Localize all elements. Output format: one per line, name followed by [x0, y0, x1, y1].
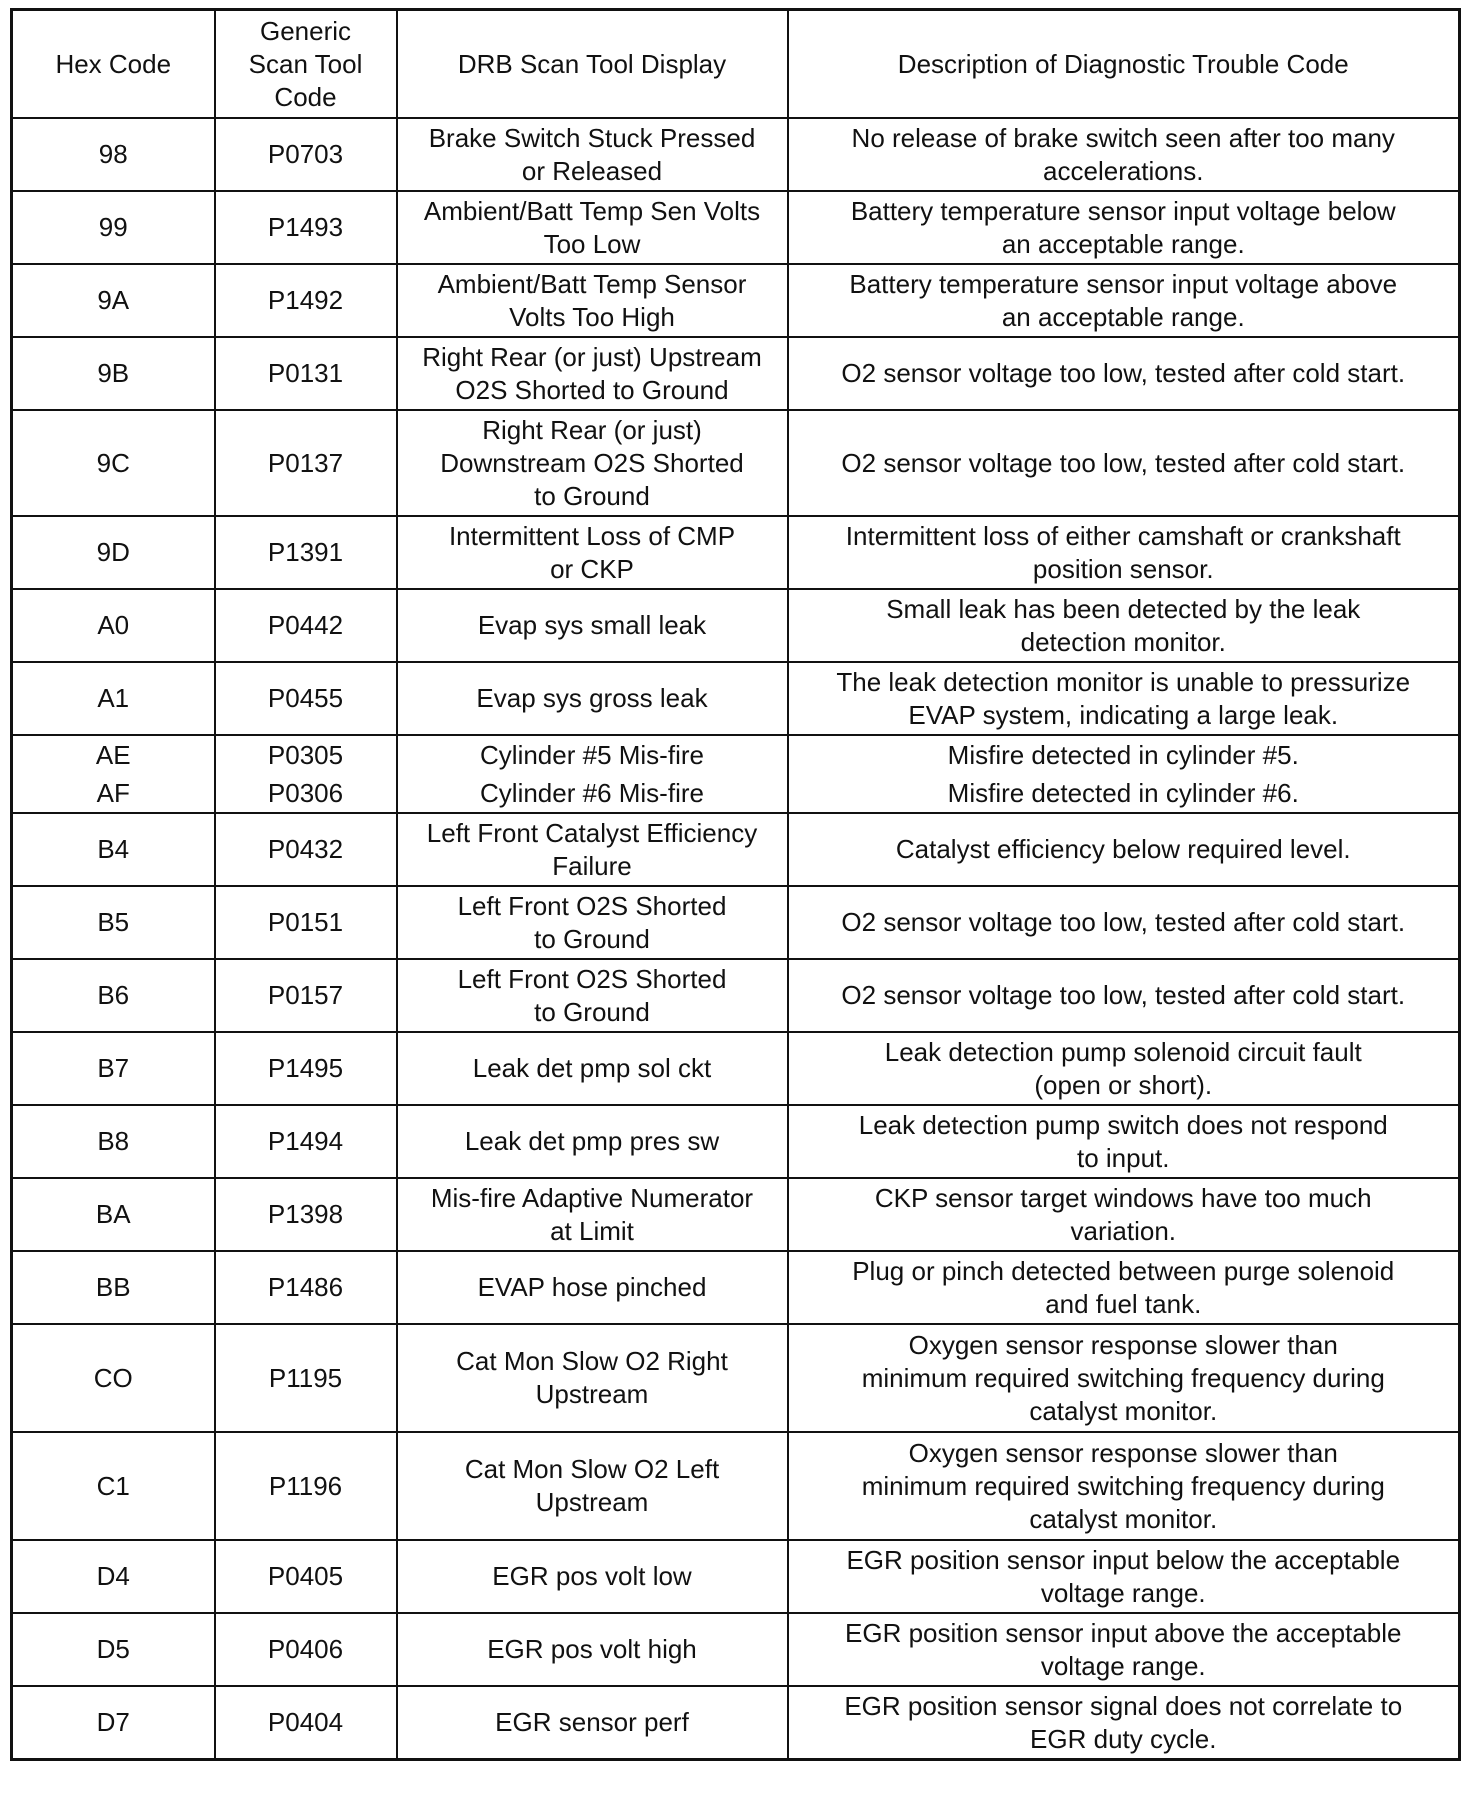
generic-code-cell: P0306 — [215, 774, 397, 813]
drb-display-cell: Ambient/Batt Temp Sensor Volts Too High — [397, 264, 788, 337]
generic-code-cell: P1493 — [215, 191, 397, 264]
table-row — [12, 813, 1460, 886]
table-row — [12, 662, 1460, 735]
generic-code-cell: P1494 — [215, 1105, 397, 1178]
generic-code-cell: P0151 — [215, 886, 397, 959]
hex-code-cell: 9B — [12, 337, 215, 410]
drb-display-cell: Cat Mon Slow O2 Left Upstream — [397, 1432, 788, 1540]
generic-code-cell: P1391 — [215, 516, 397, 589]
generic-code-cell: P0405 — [215, 1540, 397, 1613]
description-cell: Battery temperature sensor input voltage above an acceptable range. — [788, 264, 1460, 337]
drb-display-cell: Cylinder #6 Mis-fire — [397, 774, 788, 813]
drb-display-cell: Cat Mon Slow O2 Right Upstream — [397, 1324, 788, 1432]
drb-display-cell: EVAP hose pinched — [397, 1251, 788, 1324]
hex-code-cell: A1 — [12, 662, 215, 735]
hex-code-cell: B8 — [12, 1105, 215, 1178]
generic-code-cell: P0157 — [215, 959, 397, 1032]
description-cell: Plug or pinch detected between purge solenoid and fuel tank. — [788, 1251, 1460, 1324]
description-cell: O2 sensor voltage too low, tested after cold start. — [788, 959, 1460, 1032]
generic-code-cell: P0703 — [215, 118, 397, 191]
description-cell: No release of brake switch seen after too many accelerations. — [788, 118, 1460, 191]
table-row — [12, 774, 1460, 813]
description-cell: Leak detection pump switch does not respond to input. — [788, 1105, 1460, 1178]
table-row — [12, 337, 1460, 410]
drb-display-cell: Right Rear (or just) Upstream O2S Shorted to Ground — [397, 337, 788, 410]
header-description: Description of Diagnostic Trouble Code — [788, 10, 1460, 119]
description-cell: Battery temperature sensor input voltage below an acceptable range. — [788, 191, 1460, 264]
drb-display-cell: Left Front Catalyst Efficiency Failure — [397, 813, 788, 886]
drb-display-cell: Leak det pmp sol ckt — [397, 1032, 788, 1105]
drb-display-cell: EGR pos volt low — [397, 1540, 788, 1613]
generic-code-cell: P1486 — [215, 1251, 397, 1324]
description-cell: O2 sensor voltage too low, tested after cold start. — [788, 337, 1460, 410]
generic-code-cell: P1492 — [215, 264, 397, 337]
table-row — [12, 118, 1460, 191]
hex-code-cell: D5 — [12, 1613, 215, 1686]
table-row — [12, 1324, 1460, 1432]
description-cell: Misfire detected in cylinder #5. — [788, 735, 1460, 774]
table-row — [12, 1540, 1460, 1613]
drb-display-cell: Right Rear (or just) Downstream O2S Shorted to Ground — [397, 410, 788, 516]
hex-code-cell: 98 — [12, 118, 215, 191]
description-cell: EGR position sensor input below the acceptable voltage range. — [788, 1540, 1460, 1613]
description-cell: EGR position sensor signal does not correlate to EGR duty cycle. — [788, 1686, 1460, 1760]
hex-code-cell: C1 — [12, 1432, 215, 1540]
description-cell: Catalyst efficiency below required level. — [788, 813, 1460, 886]
hex-code-cell: B5 — [12, 886, 215, 959]
description-cell: The leak detection monitor is unable to pressurize EVAP system, indicating a large leak. — [788, 662, 1460, 735]
drb-display-cell: Mis-fire Adaptive Numerator at Limit — [397, 1178, 788, 1251]
hex-code-cell: BA — [12, 1178, 215, 1251]
table-row — [12, 410, 1460, 516]
description-cell: Intermittent loss of either camshaft or crankshaft position sensor. — [788, 516, 1460, 589]
hex-code-cell: 9D — [12, 516, 215, 589]
generic-code-cell: P0305 — [215, 735, 397, 774]
table-row — [12, 1686, 1460, 1760]
hex-code-cell: BB — [12, 1251, 215, 1324]
drb-display-cell: Intermittent Loss of CMP or CKP — [397, 516, 788, 589]
table-row — [12, 886, 1460, 959]
generic-code-cell: P0442 — [215, 589, 397, 662]
table-row — [12, 1105, 1460, 1178]
hex-code-cell: 9C — [12, 410, 215, 516]
table-row — [12, 1432, 1460, 1540]
description-cell: O2 sensor voltage too low, tested after cold start. — [788, 410, 1460, 516]
generic-code-cell: P0432 — [215, 813, 397, 886]
table-row — [12, 1251, 1460, 1324]
table-row — [12, 1178, 1460, 1251]
generic-code-cell: P1195 — [215, 1324, 397, 1432]
drb-display-cell: Evap sys gross leak — [397, 662, 788, 735]
generic-code-cell: P1495 — [215, 1032, 397, 1105]
header-generic-code: Generic Scan Tool Code — [215, 10, 397, 119]
table-row — [12, 589, 1460, 662]
description-cell: Oxygen sensor response slower than minimum required switching frequency during catalyst monitor. — [788, 1432, 1460, 1540]
table-row — [12, 735, 1460, 774]
generic-code-cell: P0131 — [215, 337, 397, 410]
hex-code-cell: A0 — [12, 589, 215, 662]
description-cell: Leak detection pump solenoid circuit fault (open or short). — [788, 1032, 1460, 1105]
generic-code-cell: P0404 — [215, 1686, 397, 1760]
table-row — [12, 191, 1460, 264]
drb-display-cell: Ambient/Batt Temp Sen Volts Too Low — [397, 191, 788, 264]
dtc-document — [10, 8, 1458, 1761]
table-row — [12, 959, 1460, 1032]
hex-code-cell: B4 — [12, 813, 215, 886]
generic-code-cell: P0137 — [215, 410, 397, 516]
generic-code-cell: P1196 — [215, 1432, 397, 1540]
table-row — [12, 264, 1460, 337]
generic-code-cell: P0455 — [215, 662, 397, 735]
header-drb-display: DRB Scan Tool Display — [397, 10, 788, 119]
table-row — [12, 516, 1460, 589]
description-cell: CKP sensor target windows have too much variation. — [788, 1178, 1460, 1251]
table-row — [12, 1613, 1460, 1686]
generic-code-cell: P1398 — [215, 1178, 397, 1251]
table-row — [12, 1032, 1460, 1105]
hex-code-cell: D7 — [12, 1686, 215, 1760]
hex-code-cell: B7 — [12, 1032, 215, 1105]
description-cell: Oxygen sensor response slower than minimum required switching frequency during catalyst monitor. — [788, 1324, 1460, 1432]
drb-display-cell: Leak det pmp pres sw — [397, 1105, 788, 1178]
hex-code-cell: AE — [12, 735, 215, 774]
hex-code-cell: D4 — [12, 1540, 215, 1613]
hex-code-cell: B6 — [12, 959, 215, 1032]
hex-code-cell: 9A — [12, 264, 215, 337]
drb-display-cell: Left Front O2S Shorted to Ground — [397, 886, 788, 959]
table-header-row — [12, 10, 1460, 119]
description-cell: Small leak has been detected by the leak detection monitor. — [788, 589, 1460, 662]
drb-display-cell: Left Front O2S Shorted to Ground — [397, 959, 788, 1032]
drb-display-cell: Evap sys small leak — [397, 589, 788, 662]
description-cell: Misfire detected in cylinder #6. — [788, 774, 1460, 813]
dtc-table — [10, 8, 1461, 1761]
generic-code-cell: P0406 — [215, 1613, 397, 1686]
drb-display-cell: EGR pos volt high — [397, 1613, 788, 1686]
description-cell: O2 sensor voltage too low, tested after cold start. — [788, 886, 1460, 959]
drb-display-cell: Cylinder #5 Mis-fire — [397, 735, 788, 774]
hex-code-cell: 99 — [12, 191, 215, 264]
hex-code-cell: AF — [12, 774, 215, 813]
drb-display-cell: Brake Switch Stuck Pressed or Released — [397, 118, 788, 191]
drb-display-cell: EGR sensor perf — [397, 1686, 788, 1760]
description-cell: EGR position sensor input above the acceptable voltage range. — [788, 1613, 1460, 1686]
hex-code-cell: CO — [12, 1324, 215, 1432]
header-hex-code: Hex Code — [12, 10, 215, 119]
